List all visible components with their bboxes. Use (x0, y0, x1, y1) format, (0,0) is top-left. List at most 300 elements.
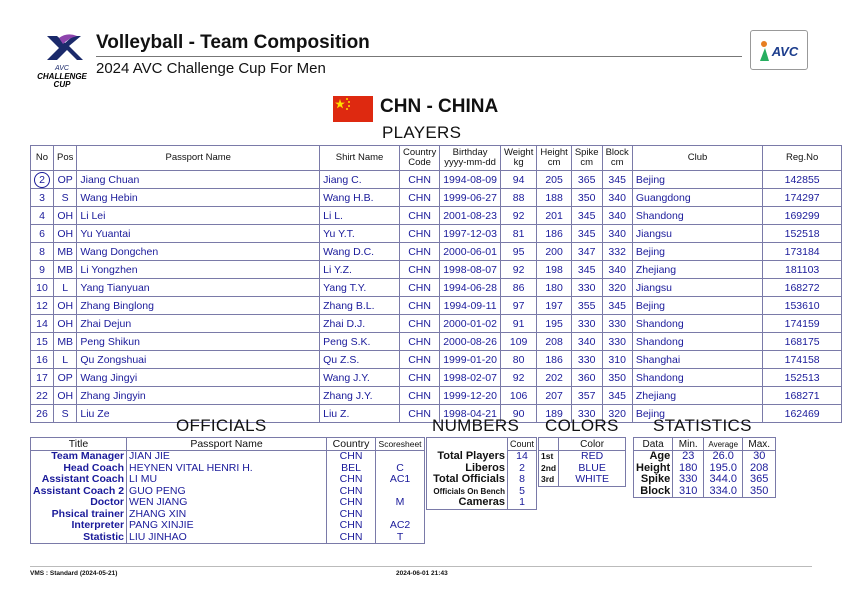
col-country-code-line1: Country (402, 147, 437, 158)
player-shirt-name: Yang T.Y. (320, 279, 400, 297)
numbers-table (426, 437, 537, 510)
player-country-code: CHN (399, 225, 439, 243)
player-reg-no: 168271 (763, 387, 842, 405)
player-spike: 330 (571, 279, 602, 297)
player-position: L (54, 351, 77, 369)
player-country-code: CHN (399, 261, 439, 279)
player-number-text: 9 (39, 263, 45, 276)
player-position: MB (54, 243, 77, 261)
player-birthday: 1998-04-21 (440, 405, 501, 423)
page-subtitle: 2024 AVC Challenge Cup For Men (96, 60, 326, 77)
stats-col-min: Min. (673, 438, 704, 451)
stats-col-average: Average (704, 438, 743, 451)
player-block: 340 (602, 207, 632, 225)
colors-col-label (539, 438, 559, 451)
player-weight: 92 (500, 369, 536, 387)
player-height: 197 (537, 297, 571, 315)
player-number-text: 15 (36, 335, 48, 348)
player-club: Shandong (632, 207, 762, 225)
player-row (31, 333, 842, 351)
official-row (31, 532, 425, 544)
footer-version: VMS : Standard (2024-05-21) (30, 570, 118, 577)
player-height: 200 (537, 243, 571, 261)
player-passport-name: Yu Yuantai (77, 225, 320, 243)
player-country-code: CHN (399, 351, 439, 369)
player-height: 186 (537, 225, 571, 243)
player-shirt-name: Wang J.Y. (320, 369, 400, 387)
officials-section-title: OFFICIALS (176, 416, 267, 435)
col-height-line1: Height (540, 147, 568, 158)
official-country: CHN (327, 509, 376, 521)
player-number-text: 16 (36, 353, 48, 366)
player-weight: 90 (500, 405, 536, 423)
player-block: 340 (602, 261, 632, 279)
player-club: Zhejiang (632, 261, 762, 279)
player-club: Bejing (632, 243, 762, 261)
player-position: OH (54, 225, 77, 243)
officials-col-country: Country (327, 438, 376, 451)
footer-timestamp: 2024-06-01 21:43 (396, 570, 448, 577)
player-reg-no: 173184 (763, 243, 842, 261)
player-club: Bejing (632, 171, 762, 189)
player-reg-no: 181103 (763, 261, 842, 279)
player-weight: 88 (500, 189, 536, 207)
col-spike (571, 146, 602, 171)
stat-min: 23 (673, 451, 704, 463)
col-height-line2: cm (547, 157, 561, 168)
col-block-line2: cm (610, 157, 624, 168)
official-name: GUO PENG (127, 486, 327, 498)
player-passport-name: Wang Dongchen (77, 243, 320, 261)
player-row (31, 261, 842, 279)
officials-col-scoresheet: Scoresheet (376, 438, 425, 451)
player-reg-no: 169299 (763, 207, 842, 225)
player-passport-name: Wang Hebin (77, 189, 320, 207)
player-weight: 97 (500, 297, 536, 315)
official-title: Assistant Coach 2 (31, 486, 127, 498)
numbers-value: 5 (508, 486, 537, 498)
player-club: Bejing (632, 405, 762, 423)
player-spike: 345 (571, 207, 602, 225)
player-shirt-name: Yu Y.T. (320, 225, 400, 243)
color-value: RED (581, 450, 604, 462)
colors-header-row (539, 438, 626, 451)
stat-max: 365 (743, 474, 776, 486)
official-name: PANG XINJIE (127, 520, 327, 532)
player-spike: 347 (571, 243, 602, 261)
player-passport-name: Li Lei (77, 207, 320, 225)
player-passport-name: Qu Zongshuai (77, 351, 320, 369)
player-block: 320 (602, 279, 632, 297)
color-row (539, 451, 626, 463)
player-block: 345 (602, 297, 632, 315)
player-block: 330 (602, 333, 632, 351)
player-number (31, 297, 54, 315)
col-weight (500, 146, 536, 171)
player-shirt-name: Qu Z.S. (320, 351, 400, 369)
player-spike: 340 (571, 333, 602, 351)
player-position: OH (54, 315, 77, 333)
player-height: 201 (537, 207, 571, 225)
player-row (31, 369, 842, 387)
official-name: LI MU (127, 474, 327, 486)
col-weight-line1: Weight (503, 147, 534, 158)
stat-min: 310 (673, 486, 704, 498)
player-number (31, 315, 54, 333)
player-spike: 365 (571, 171, 602, 189)
player-passport-name: Zhai Dejun (77, 315, 320, 333)
stat-max: 30 (743, 451, 776, 463)
player-country-code: CHN (399, 333, 439, 351)
player-height: 207 (537, 387, 571, 405)
officials-col-title: Title (31, 438, 127, 451)
player-number-text: 3 (39, 191, 45, 204)
player-club: Guangdong (632, 189, 762, 207)
player-shirt-name: Jiang C. (320, 171, 400, 189)
official-name: HEYNEN VITAL HENRI H. (127, 463, 327, 475)
numbers-row (427, 451, 537, 463)
statistics-table (633, 437, 776, 498)
player-row (31, 351, 842, 369)
official-row (31, 451, 425, 463)
official-name: ZHANG XIN (127, 509, 327, 521)
player-number (31, 261, 54, 279)
player-spike: 330 (571, 315, 602, 333)
stat-average: 334.0 (704, 486, 743, 498)
player-position: MB (54, 333, 77, 351)
numbers-value: 2 (508, 463, 537, 475)
player-block: 340 (602, 189, 632, 207)
player-passport-name: Zhang Binglong (77, 297, 320, 315)
player-height: 189 (537, 405, 571, 423)
color-order: 3rd (539, 474, 559, 486)
player-birthday: 2000-06-01 (440, 243, 501, 261)
player-weight: 91 (500, 315, 536, 333)
player-height: 180 (537, 279, 571, 297)
player-block: 320 (602, 405, 632, 423)
player-spike: 330 (571, 351, 602, 369)
header-divider (96, 56, 742, 57)
stat-label: Block (634, 486, 673, 498)
player-country-code: CHN (399, 387, 439, 405)
statistics-row (634, 451, 776, 463)
player-birthday: 1994-09-11 (440, 297, 501, 315)
player-birthday: 2000-01-02 (440, 315, 501, 333)
player-weight: 106 (500, 387, 536, 405)
player-height: 202 (537, 369, 571, 387)
stat-label: Spike (634, 474, 673, 486)
player-weight: 109 (500, 333, 536, 351)
player-reg-no: 174297 (763, 189, 842, 207)
avc-logo (750, 30, 808, 70)
player-height: 195 (537, 315, 571, 333)
col-height (537, 146, 571, 171)
player-reg-no: 168175 (763, 333, 842, 351)
player-number-text: 26 (36, 407, 48, 420)
team-name: CHN - CHINA (380, 96, 499, 117)
numbers-row (427, 474, 537, 486)
player-block: 332 (602, 243, 632, 261)
player-position: S (54, 405, 77, 423)
numbers-label: Total Players (437, 449, 505, 462)
official-title: Doctor (31, 497, 127, 509)
player-birthday: 1997-12-03 (440, 225, 501, 243)
player-country-code: CHN (399, 171, 439, 189)
official-country: CHN (327, 532, 376, 544)
numbers-header-row (427, 438, 537, 451)
official-row (31, 520, 425, 532)
captain-number: 2 (34, 172, 50, 188)
player-reg-no: 153610 (763, 297, 842, 315)
player-reg-no: 174158 (763, 351, 842, 369)
player-country-code: CHN (399, 315, 439, 333)
stat-label: Age (634, 451, 673, 463)
player-position: OH (54, 387, 77, 405)
players-section-title: PLAYERS (382, 123, 462, 142)
col-country-code-line2: Code (408, 157, 431, 168)
official-row (31, 474, 425, 486)
player-number-text: 6 (39, 227, 45, 240)
player-spike: 345 (571, 225, 602, 243)
numbers-row (427, 497, 537, 509)
player-country-code: CHN (399, 189, 439, 207)
players-table (30, 145, 842, 423)
player-reg-no: 174159 (763, 315, 842, 333)
player-club: Bejing (632, 297, 762, 315)
player-reg-no: 152513 (763, 369, 842, 387)
player-number (31, 207, 54, 225)
player-spike: 350 (571, 189, 602, 207)
player-shirt-name: Zhang J.Y. (320, 387, 400, 405)
stat-average: 195.0 (704, 463, 743, 475)
numbers-col-label (427, 438, 508, 451)
player-passport-name: Wang Jingyi (77, 369, 320, 387)
color-value: WHITE (575, 473, 610, 485)
player-height: 188 (537, 189, 571, 207)
player-spike: 360 (571, 369, 602, 387)
statistics-row (634, 486, 776, 498)
player-club: Shanghai (632, 351, 762, 369)
official-title: Interpreter (31, 520, 127, 532)
svg-text:CHALLENGE: CHALLENGE (37, 72, 87, 81)
player-block: 340 (602, 225, 632, 243)
player-block: 350 (602, 369, 632, 387)
player-birthday: 1999-06-27 (440, 189, 501, 207)
official-country: CHN (327, 486, 376, 498)
svg-text:AVC: AVC (771, 44, 799, 59)
numbers-value: 1 (508, 497, 537, 509)
player-number (31, 189, 54, 207)
col-shirt-name: Shirt Name (320, 146, 400, 171)
col-no: No (31, 146, 54, 171)
player-row (31, 189, 842, 207)
col-birthday-line1: Birthday (452, 147, 488, 158)
player-weight: 94 (500, 171, 536, 189)
player-club: Zhejiang (632, 387, 762, 405)
player-number (31, 387, 54, 405)
player-row (31, 279, 842, 297)
player-weight: 95 (500, 243, 536, 261)
player-birthday: 1999-12-20 (440, 387, 501, 405)
col-block (602, 146, 632, 171)
stat-max: 350 (743, 486, 776, 498)
colors-col-color: Color (559, 438, 626, 451)
player-country-code: CHN (399, 207, 439, 225)
official-title: Team Manager (31, 451, 127, 463)
numbers-col-count: Count (508, 438, 537, 451)
player-country-code: CHN (399, 369, 439, 387)
col-birthday (440, 146, 501, 171)
player-number-text: 14 (36, 317, 48, 330)
col-spike-line1: Spike (574, 147, 599, 158)
numbers-label: Liberos (465, 461, 505, 474)
player-birthday: 1994-08-09 (440, 171, 501, 189)
player-block: 330 (602, 315, 632, 333)
official-title: Assistant Coach (31, 474, 127, 486)
stat-min: 180 (673, 463, 704, 475)
statistics-row (634, 474, 776, 486)
official-name: WEN JIANG (127, 497, 327, 509)
player-height: 208 (537, 333, 571, 351)
player-block: 345 (602, 171, 632, 189)
colors-section-title: COLORS (545, 416, 619, 435)
player-position: L (54, 279, 77, 297)
player-country-code: CHN (399, 405, 439, 423)
player-birthday: 1998-08-07 (440, 261, 501, 279)
player-reg-no: 152518 (763, 225, 842, 243)
numbers-label: Total Officials (433, 473, 505, 485)
numbers-label: Officials On Bench (433, 486, 505, 496)
challenge-cup-logo (33, 30, 91, 90)
stat-max: 208 (743, 463, 776, 475)
official-title: Phsical trainer (31, 509, 127, 521)
page-title: Volleyball - Team Composition (96, 32, 370, 53)
player-club: Shandong (632, 369, 762, 387)
player-spike: 355 (571, 297, 602, 315)
player-number-text: 22 (36, 389, 48, 402)
player-passport-name: Liu Ze (77, 405, 320, 423)
player-height: 198 (537, 261, 571, 279)
player-height: 186 (537, 351, 571, 369)
stat-average: 344.0 (704, 474, 743, 486)
players-header-row (31, 146, 842, 171)
player-country-code: CHN (399, 297, 439, 315)
player-passport-name: Peng Shikun (77, 333, 320, 351)
player-club: Shandong (632, 333, 762, 351)
official-scoresheet: C (376, 463, 425, 475)
official-country: BEL (327, 463, 376, 475)
player-position: MB (54, 261, 77, 279)
player-number-text: 4 (39, 209, 45, 222)
col-club: Club (632, 146, 762, 171)
player-birthday: 1998-02-07 (440, 369, 501, 387)
player-shirt-name: Zhai D.J. (320, 315, 400, 333)
player-height: 205 (537, 171, 571, 189)
numbers-value: 14 (508, 451, 537, 463)
footer-divider (30, 566, 812, 567)
col-passport-name: Passport Name (77, 146, 320, 171)
player-row (31, 207, 842, 225)
statistics-section-title: STATISTICS (653, 416, 752, 435)
stats-col-data: Data (634, 438, 673, 451)
player-row (31, 315, 842, 333)
player-passport-name: Jiang Chuan (77, 171, 320, 189)
player-number (31, 279, 54, 297)
player-number (31, 171, 54, 189)
official-country: CHN (327, 474, 376, 486)
player-country-code: CHN (399, 243, 439, 261)
player-shirt-name: Liu Z. (320, 405, 400, 423)
player-number (31, 225, 54, 243)
player-number (31, 369, 54, 387)
col-reg-no: Reg.No (763, 146, 842, 171)
color-order: 1st (539, 451, 559, 463)
statistics-header-row (634, 438, 776, 451)
official-title: Head Coach (31, 463, 127, 475)
stats-col-max: Max. (743, 438, 776, 451)
numbers-value: 8 (508, 474, 537, 486)
player-number (31, 243, 54, 261)
official-country: CHN (327, 520, 376, 532)
official-country: CHN (327, 451, 376, 463)
official-row (31, 497, 425, 509)
player-club: Jiangsu (632, 225, 762, 243)
col-country-code (399, 146, 439, 171)
player-passport-name: Yang Tianyuan (77, 279, 320, 297)
official-scoresheet (376, 451, 425, 463)
player-number (31, 351, 54, 369)
player-weight: 92 (500, 261, 536, 279)
player-birthday: 1994-06-28 (440, 279, 501, 297)
player-weight: 86 (500, 279, 536, 297)
player-passport-name: Li Yongzhen (77, 261, 320, 279)
player-shirt-name: Wang H.B. (320, 189, 400, 207)
player-birthday: 2001-08-23 (440, 207, 501, 225)
player-passport-name: Zhang Jingyin (77, 387, 320, 405)
player-country-code: CHN (399, 279, 439, 297)
player-number-text: 17 (36, 371, 48, 384)
player-spike: 357 (571, 387, 602, 405)
player-reg-no: 162469 (763, 405, 842, 423)
player-reg-no: 142855 (763, 171, 842, 189)
player-shirt-name: Wang D.C. (320, 243, 400, 261)
stat-label: Height (634, 463, 673, 475)
player-position: OP (54, 171, 77, 189)
official-scoresheet: AC1 (376, 474, 425, 486)
col-pos: Pos (54, 146, 77, 171)
player-spike: 330 (571, 405, 602, 423)
player-weight: 80 (500, 351, 536, 369)
player-position: OP (54, 369, 77, 387)
player-number-text: 10 (36, 281, 48, 294)
official-scoresheet: AC2 (376, 520, 425, 532)
player-shirt-name: Peng S.K. (320, 333, 400, 351)
player-club: Shandong (632, 315, 762, 333)
player-spike: 345 (571, 261, 602, 279)
numbers-label: Cameras (458, 496, 505, 508)
player-row (31, 387, 842, 405)
col-block-line1: Block (605, 147, 629, 158)
player-shirt-name: Li L. (320, 207, 400, 225)
player-row (31, 243, 842, 261)
player-position: OH (54, 207, 77, 225)
stat-average: 26.0 (704, 451, 743, 463)
color-order: 2nd (539, 463, 559, 475)
player-row (31, 171, 842, 189)
player-row (31, 297, 842, 315)
color-value: BLUE (578, 461, 606, 474)
official-title: Statistic (31, 532, 127, 544)
